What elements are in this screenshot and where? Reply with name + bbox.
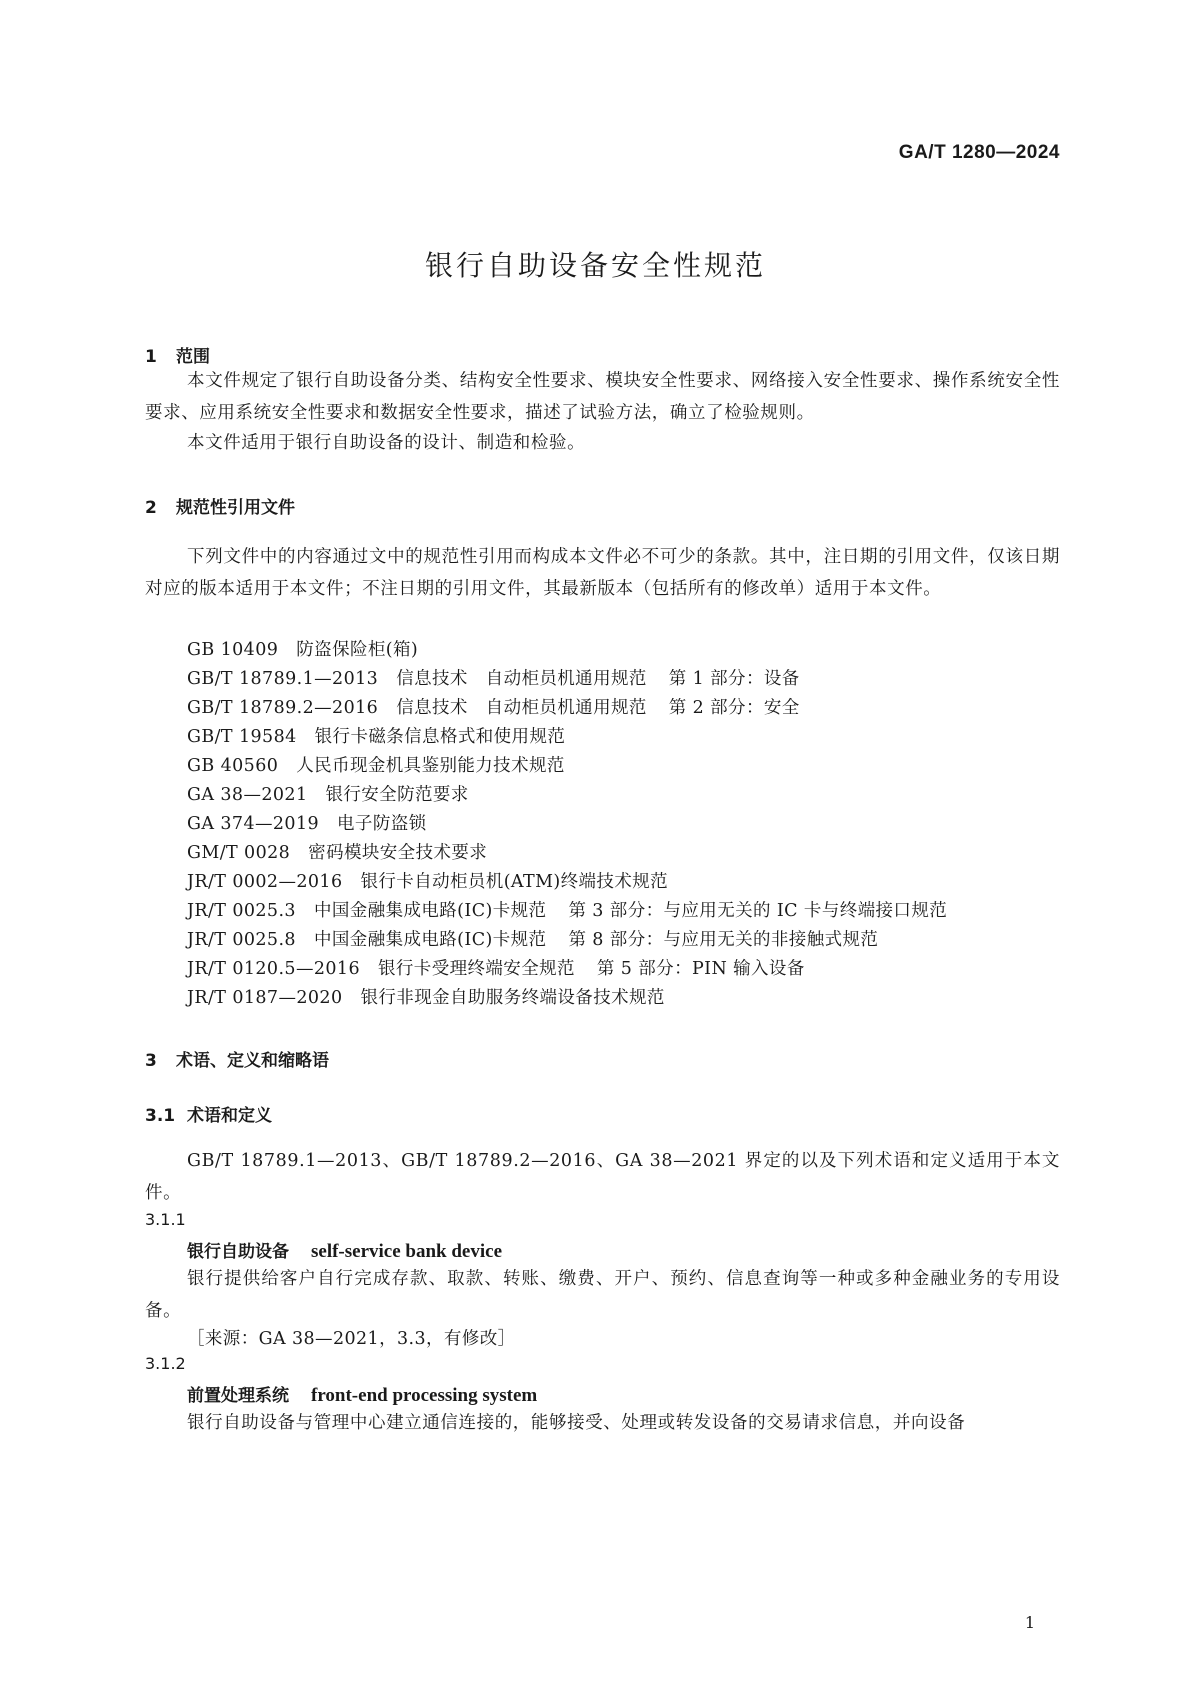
- reference-code: JR/T 0120.5—2016: [187, 959, 360, 979]
- reference-code: GB 10409: [187, 640, 279, 660]
- reference-part: 第 5 部分：PIN 输入设备: [596, 959, 805, 979]
- term-1-heading: [187, 1237, 502, 1263]
- term-en: front-end processing system: [311, 1385, 538, 1406]
- reference-code: GA 374—2019: [187, 814, 320, 834]
- reference-item: [187, 984, 665, 1009]
- reference-part: 第 1 部分：设备: [668, 669, 800, 689]
- reference-item: [187, 752, 565, 777]
- section-title: 术语、定义和缩略语: [176, 1051, 329, 1071]
- reference-title: 信息技术 自动柜员机通用规范: [396, 698, 647, 718]
- reference-code: GA 38—2021: [187, 785, 308, 805]
- reference-code: GB/T 19584: [187, 727, 297, 747]
- subsection-number: 3.1: [145, 1106, 176, 1126]
- reference-title: 人民币现金机具鉴别能力技术规范: [296, 756, 565, 776]
- reference-title: 密码模块安全技术要求: [308, 843, 488, 863]
- reference-item: [187, 955, 805, 980]
- reference-item: [187, 781, 469, 806]
- reference-item: [187, 636, 418, 661]
- section-number: 3: [145, 1051, 157, 1071]
- section-title: 范围: [176, 347, 210, 367]
- reference-item: [187, 868, 668, 893]
- reference-part: 第 8 部分：与应用无关的非接触式规范: [568, 930, 879, 950]
- standard-number: GA/T 1280—2024: [898, 142, 1060, 163]
- reference-item: [187, 926, 878, 951]
- reference-title: 防盗保险柜(箱): [296, 640, 419, 660]
- terms-intro: GB/T 18789.1—2013、GB/T 18789.2—2016、GA 38—2021 界定的以及下列术语和定义适用于本文件。: [145, 1151, 1060, 1203]
- term-number: 3.1.1: [145, 1210, 186, 1229]
- term-1-definition: 银行提供给客户自行完成存款、取款、转账、缴费、开户、预约、信息查询等一种或多种金融业务的专用设备。: [145, 1269, 1060, 1321]
- reference-item: [187, 694, 800, 719]
- term-number: 3.1.2: [145, 1354, 186, 1373]
- subsection-title: 术语和定义: [187, 1106, 272, 1126]
- references-intro: 下列文件中的内容通过文中的规范性引用而构成本文件必不可少的条款。其中，注日期的引用文件，仅该日期对应的版本适用于本文件；不注日期的引用文件，其最新版本（包括所有的修改单）适用于本文件。: [145, 547, 1060, 599]
- section-1-heading: [145, 342, 210, 367]
- reference-title: 银行卡受理终端安全规范: [378, 959, 575, 979]
- reference-item: [187, 897, 947, 922]
- reference-item: [187, 723, 565, 748]
- term-2-definition: 银行自助设备与管理中心建立通信连接的，能够接受、处理或转发设备的交易请求信息，并向设备: [187, 1413, 966, 1433]
- reference-part: 第 3 部分：与应用无关的 IC 卡与终端接口规范: [568, 901, 948, 921]
- page-number: 1: [1024, 1613, 1035, 1632]
- reference-code: JR/T 0002—2016: [187, 872, 343, 892]
- subsection-3-1-heading: [145, 1101, 272, 1126]
- reference-code: JR/T 0025.8: [187, 930, 296, 950]
- reference-title: 中国金融集成电路(IC)卡规范: [313, 901, 547, 921]
- reference-item: [187, 810, 427, 835]
- reference-code: JR/T 0187—2020: [187, 988, 343, 1008]
- reference-title: 中国金融集成电路(IC)卡规范: [313, 930, 547, 950]
- term-1-source: ［来源：GA 38—2021，3.3，有修改］: [187, 1329, 516, 1349]
- section-title: 规范性引用文件: [176, 498, 295, 518]
- reference-part: 第 2 部分：安全: [668, 698, 800, 718]
- scope-paragraph-1: 本文件规定了银行自助设备分类、结构安全性要求、模块安全性要求、网络接入安全性要求、操作系统安全性要求、应用系统安全性要求和数据安全性要求，描述了试验方法，确立了检验规则。: [145, 371, 1060, 423]
- reference-code: JR/T 0025.3: [187, 901, 296, 921]
- reference-title: 银行非现金自助服务终端设备技术规范: [360, 988, 665, 1008]
- term-2-heading: [187, 1381, 537, 1407]
- reference-title: 信息技术 自动柜员机通用规范: [396, 669, 647, 689]
- reference-title: 银行卡磁条信息格式和使用规范: [314, 727, 566, 747]
- section-number: 2: [145, 498, 157, 518]
- section-2-heading: [145, 493, 295, 518]
- section-number: 1: [145, 347, 157, 367]
- document-title: 银行自助设备安全性规范: [424, 249, 766, 282]
- reference-title: 银行卡自动柜员机(ATM)终端技术规范: [360, 872, 669, 892]
- reference-title: 电子防盗锁: [337, 814, 427, 834]
- reference-code: GB/T 18789.2—2016: [187, 698, 379, 718]
- term-zh: 前置处理系统: [187, 1386, 289, 1406]
- scope-paragraph-2: 本文件适用于银行自助设备的设计、制造和检验。: [187, 433, 586, 453]
- reference-item: [187, 839, 487, 864]
- section-3-heading: [145, 1046, 329, 1071]
- reference-item: [187, 665, 800, 690]
- term-zh: 银行自助设备: [187, 1242, 289, 1262]
- reference-code: GB 40560: [187, 756, 279, 776]
- reference-title: 银行安全防范要求: [325, 785, 469, 805]
- term-en: self-service bank device: [311, 1241, 503, 1262]
- reference-code: GB/T 18789.1—2013: [187, 669, 379, 689]
- reference-code: GM/T 0028: [187, 843, 291, 863]
